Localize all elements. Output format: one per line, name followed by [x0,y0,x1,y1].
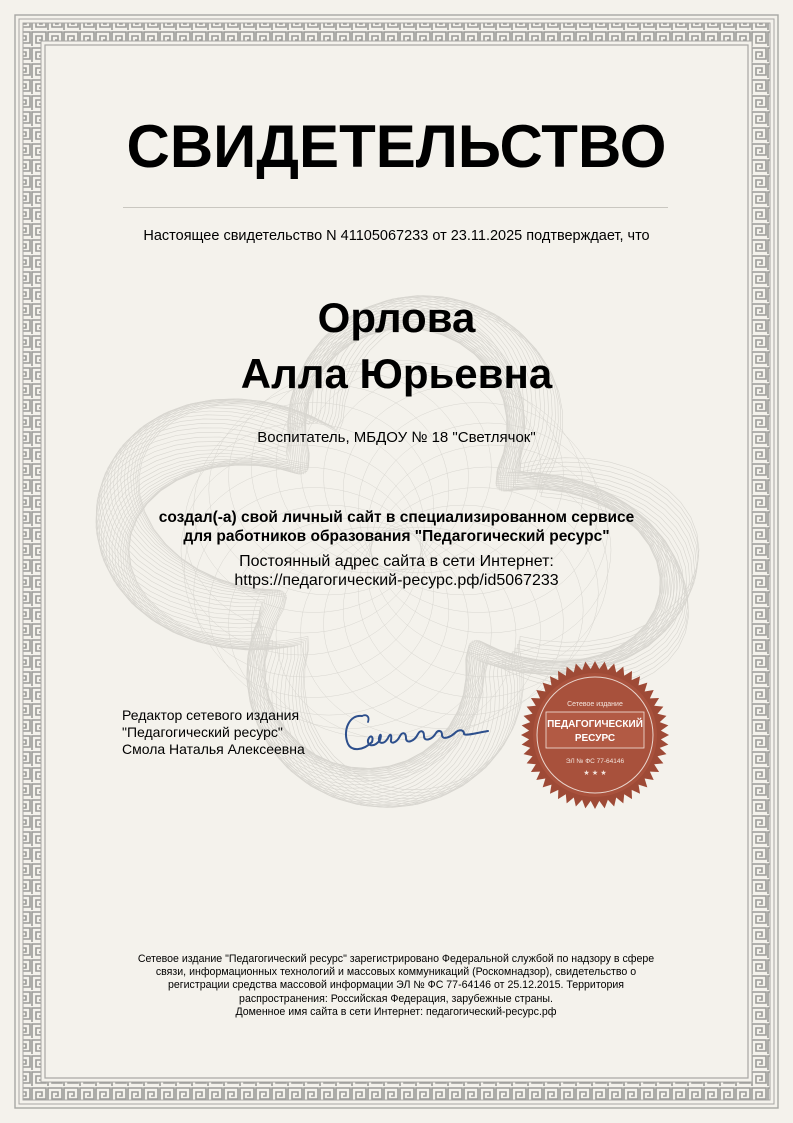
footer-line-1: Сетевое издание "Педагогический ресурс" зарегистрировано Федеральной службой по надзору в сфере [137,953,655,965]
seal-stars: ★ ★ ★ [583,769,607,777]
seal-top-text: Сетевое издание [567,701,623,708]
publication-seal [520,660,670,810]
footer-line-5: Доменное имя сайта в сети Интернет: педагогический-ресурс.рф [235,1005,557,1018]
recipient-surname: Орлова [317,294,476,341]
certificate-intro: Настоящее свидетельство N 41105067233 от 23.11.2025 подтверждает, что [143,228,650,244]
recipient-position: Воспитатель, МБДОУ № 18 "Светлячок" [257,429,536,446]
statement-line-2: для работников образования "Педагогический ресурс" [183,528,610,545]
editor-signature [340,700,495,765]
footer-line-2: связи, информационных технологий и массовых коммуникаций (Роскомнадзор), свидетельство о [155,966,637,979]
footer-line-4: распространения: Российская Федерация, зарубежные страны. [239,992,553,1005]
seal-main-line-2: РЕСУРС [574,733,616,744]
editor-name: Смола Наталья Алексеевна [122,741,305,757]
seal-main-line-1: ПЕДАГОГИЧЕСКИЙ [547,719,643,730]
footer-line-3: регистрации средства массовой информации ЭЛ № ФС 77-64146 от 25.12.2015. Территория [167,979,625,992]
title-divider [123,207,668,208]
statement-line-1: создал(-а) свой личный сайт в специализированном сервисе [158,509,635,526]
editor-publication: "Педагогический ресурс" [122,724,283,740]
legal-footer [116,953,676,1019]
editor-block [122,707,352,758]
site-url-label: Постоянный адрес сайта в сети Интернет: [239,553,554,570]
recipient-given-names: Алла Юрьевна [240,350,553,397]
editor-title: Редактор сетевого издания [122,707,300,723]
seal-registration: ЭЛ № ФС 77-64146 [565,758,625,765]
site-url: https://педагогический-ресурс.рф/id5067233 [234,572,559,589]
certificate-title: СВИДЕТЕЛЬСТВО [126,113,667,180]
